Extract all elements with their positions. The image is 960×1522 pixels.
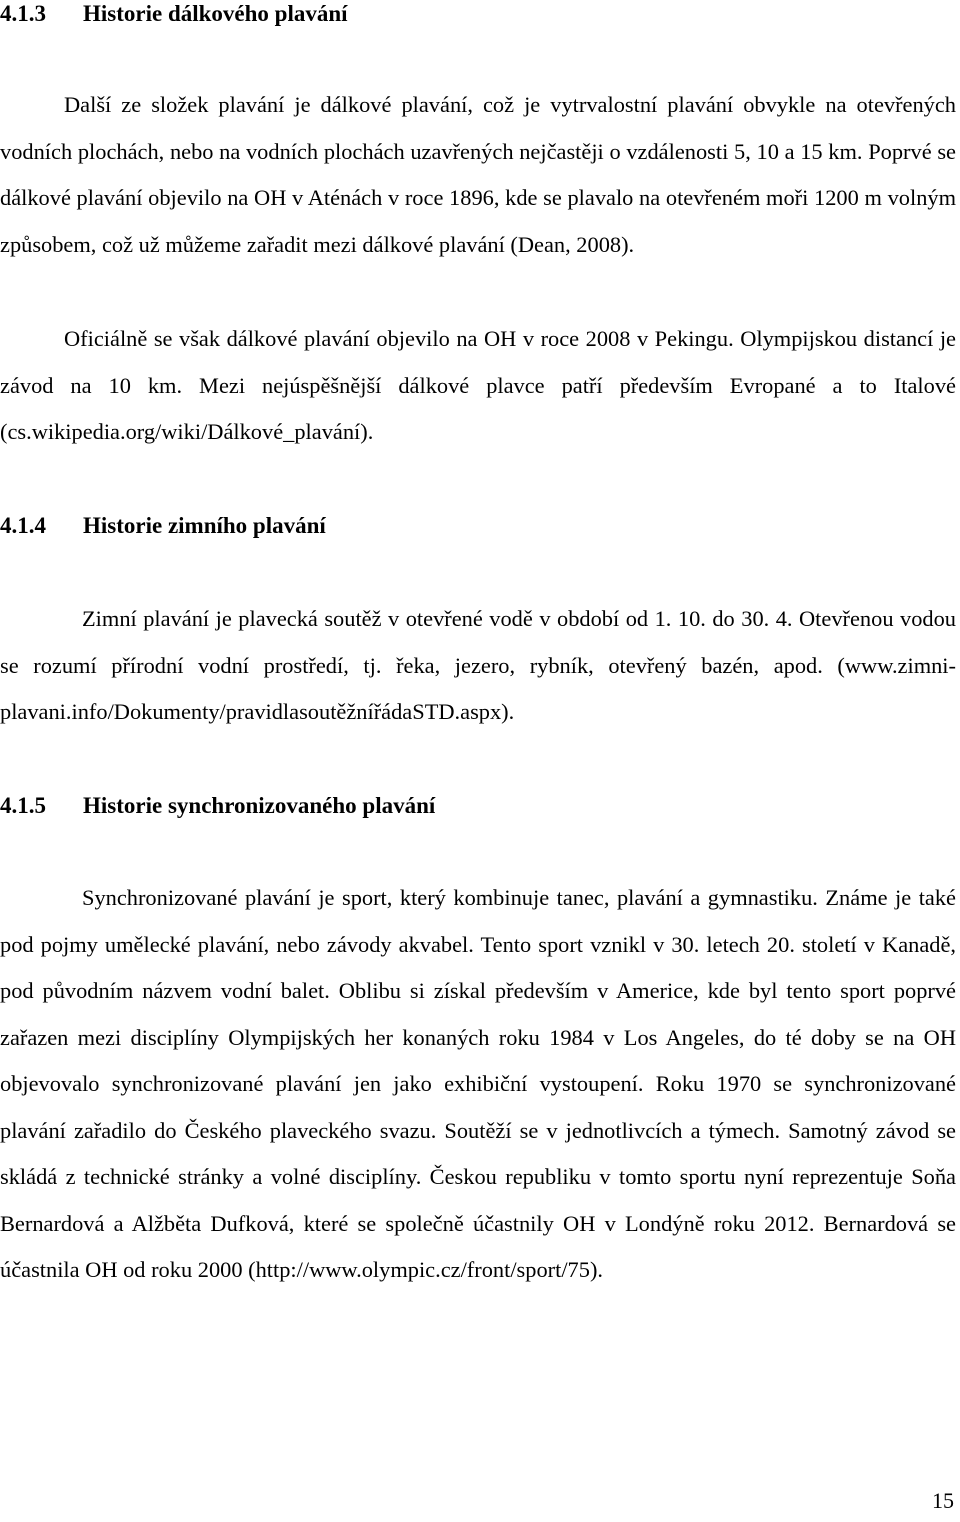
paragraph-text: Další ze složek plavání je dálkové plavání, což je vytrvalostní plavání obvykle na otevřených vodních plochách, nebo na vodních plochách uzavřených nejčastěji o vzdálenosti 5, 10 a 15 km. Poprvé se dálkové plavání objevilo na OH v Aténách v roce 1896, kde se plavalo na otevřeném moři 1200 m volným způsobem, což už můžeme zařadit mezi dálkové plavání (Dean, 2008). [0, 92, 956, 257]
section-number: 4.1.5 [0, 793, 46, 818]
section-heading-4-1-4 [0, 512, 326, 540]
page-number: 15 [932, 1488, 954, 1513]
section-title: Historie dálkového plavání [83, 1, 348, 26]
paragraph-text: Synchronizované plavání je sport, který kombinuje tanec, plavání a gymnastiku. Známe je také pod pojmy umělecké plavání, nebo závody akvabel. Tento sport vznikl v 30. letech 20. století v Kanadě, pod původním názvem vodní balet. Oblibu si získal především v Americe, kde byl tento sport poprvé zařazen mezi disciplíny Olympijských her konaných roku 1984 v Los Angeles, do té doby se na OH objevovalo synchronizované plavání jen jako exhibiční vystoupení. Roku 1970 se synchronizované plavání zařadilo do Českého plaveckého svazu. Soutěží se v jednotlivcích a týmech. Samotný závod se skládá z technické stránky a volné disciplíny. Českou republiku v tomto sportu nyní reprezentuje Soňa Bernardová a Alžběta Dufková, které se společně účastnily OH v Londýně roku 2012. Bernardová se účastnila OH od roku 2000 (http://www.olympic.cz/front/sport/75). [0, 885, 956, 1282]
paragraph-text: Oficiálně se však dálkové plavání objevilo na OH v roce 2008 v Pekingu. Olympijskou distancí je závod na 10 km. Mezi nejúspěšnější dálkové plavce patří především Evropané a to Italové (cs.wikipedia.org/wiki/Dálkové_plavání). [0, 326, 956, 444]
paragraph-synchronized-swimming [0, 875, 956, 1294]
paragraph-distance-swimming-1 [0, 82, 956, 268]
section-number: 4.1.3 [0, 1, 46, 26]
section-title: Historie synchronizovaného plavání [83, 793, 436, 818]
section-heading-4-1-3 [0, 0, 348, 28]
section-heading-4-1-5 [0, 792, 435, 820]
paragraph-text: Zimní plavání je plavecká soutěž v otevřené vodě v období od 1. 10. do 30. 4. Otevřenou vodou se rozumí přírodní vodní prostředí, tj. řeka, jezero, rybník, otevřený bazén, apod. (www.zimni-plavani.info/Dokumenty/pravidlasoutěžnířádaSTD.aspx). [0, 606, 956, 724]
section-title: Historie zimního plavání [83, 513, 326, 538]
paragraph-distance-swimming-2 [0, 316, 956, 456]
section-number: 4.1.4 [0, 513, 46, 538]
paragraph-winter-swimming [0, 596, 956, 736]
